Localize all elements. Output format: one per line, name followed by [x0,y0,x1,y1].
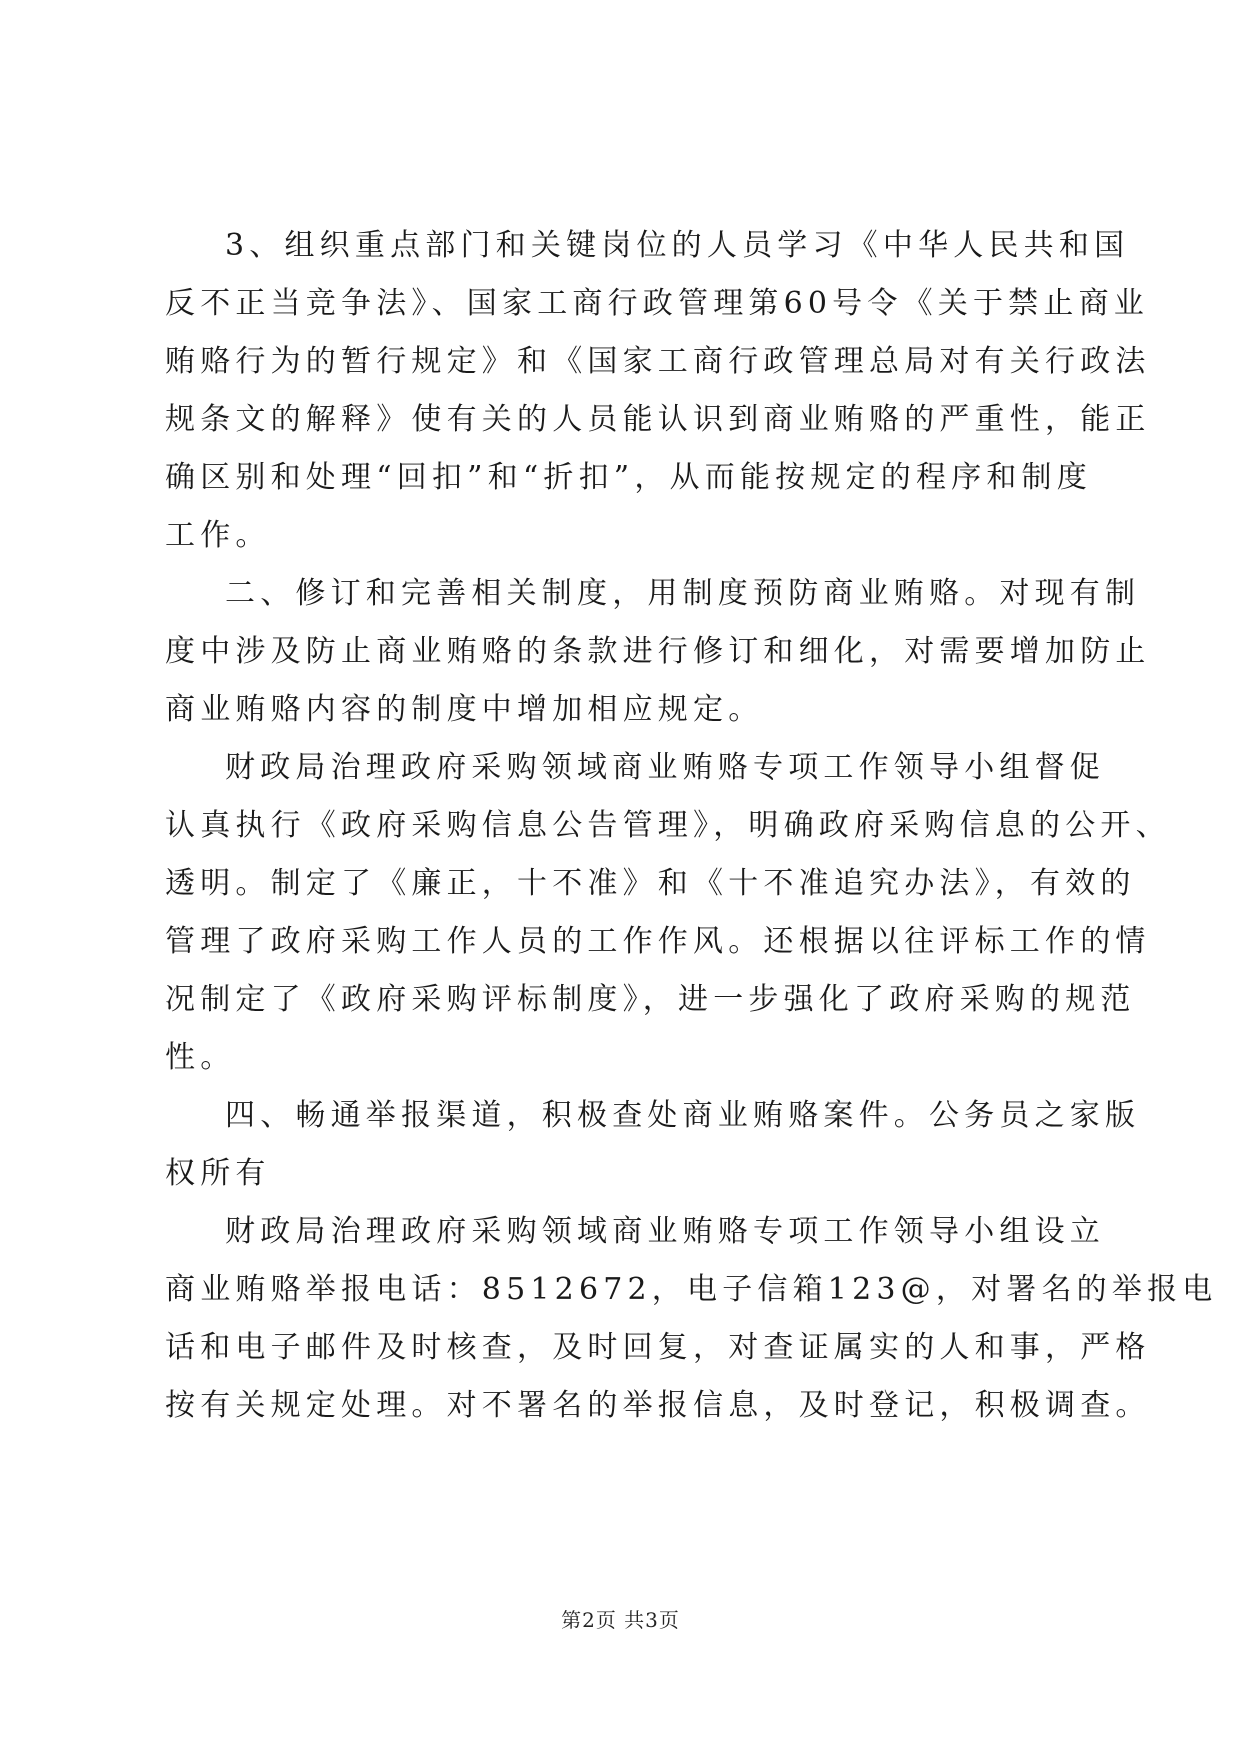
text-line: 度中涉及防止商业贿赂的条款进行修订和细化，对需要增加防止 [165,634,1151,669]
text-line: 管理了政府采购工作人员的工作作风。还根据以往评标工作的情 [165,924,1151,959]
text-line: 透明。制定了《廉正，十不准》和《十不准追究办法》，有效的 [165,866,1136,901]
text-line: 确区别和处理“回扣”和“折扣”，从而能按规定的程序和制度 [165,460,1092,495]
text-line: 财政局治理政府采购领域商业贿赂专项工作领导小组设立 [225,1214,1105,1249]
text-line: 商业贿赂内容的制度中增加相应规定。 [165,692,764,727]
text-line: 财政局治理政府采购领域商业贿赂专项工作领导小组督促 [225,750,1105,785]
text-line: 按有关规定处理。对不署名的举报信息，及时登记，积极调查。 [165,1388,1151,1423]
text-line: 性。 [165,1040,236,1075]
text-line: 权所有 [165,1156,271,1191]
text-line: 3、组织重点部门和关键岗位的人员学习《中华人民共和国 [225,228,1130,263]
text-line: 商业贿赂举报电话：8512672，电子信箱123@，对署名的举报电 [165,1272,1218,1307]
text-line: 况制定了《政府采购评标制度》，进一步强化了政府采购的规范 [165,982,1136,1017]
text-line: 工作。 [165,518,271,553]
text-line: 规条文的解释》使有关的人员能认识到商业贿赂的严重性，能正 [165,402,1151,437]
page-number: 第2页 共3页 [561,1608,680,1632]
text-line: 二、修订和完善相关制度，用制度预防商业贿赂。对现有制 [225,576,1141,611]
text-line: 四、畅通举报渠道，积极查处商业贿赂案件。公务员之家版 [225,1098,1141,1133]
text-line: 贿赂行为的暂行规定》和《国家工商行政管理总局对有关行政法 [165,344,1151,379]
text-line: 认真执行《政府采购信息公告管理》，明确政府采购信息的公开、 [165,808,1171,843]
text-line: 反不正当竞争法》、国家工商行政管理第60号令《关于禁止商业 [165,286,1149,321]
text-line: 话和电子邮件及时核查，及时回复，对查证属实的人和事，严格 [165,1330,1151,1365]
